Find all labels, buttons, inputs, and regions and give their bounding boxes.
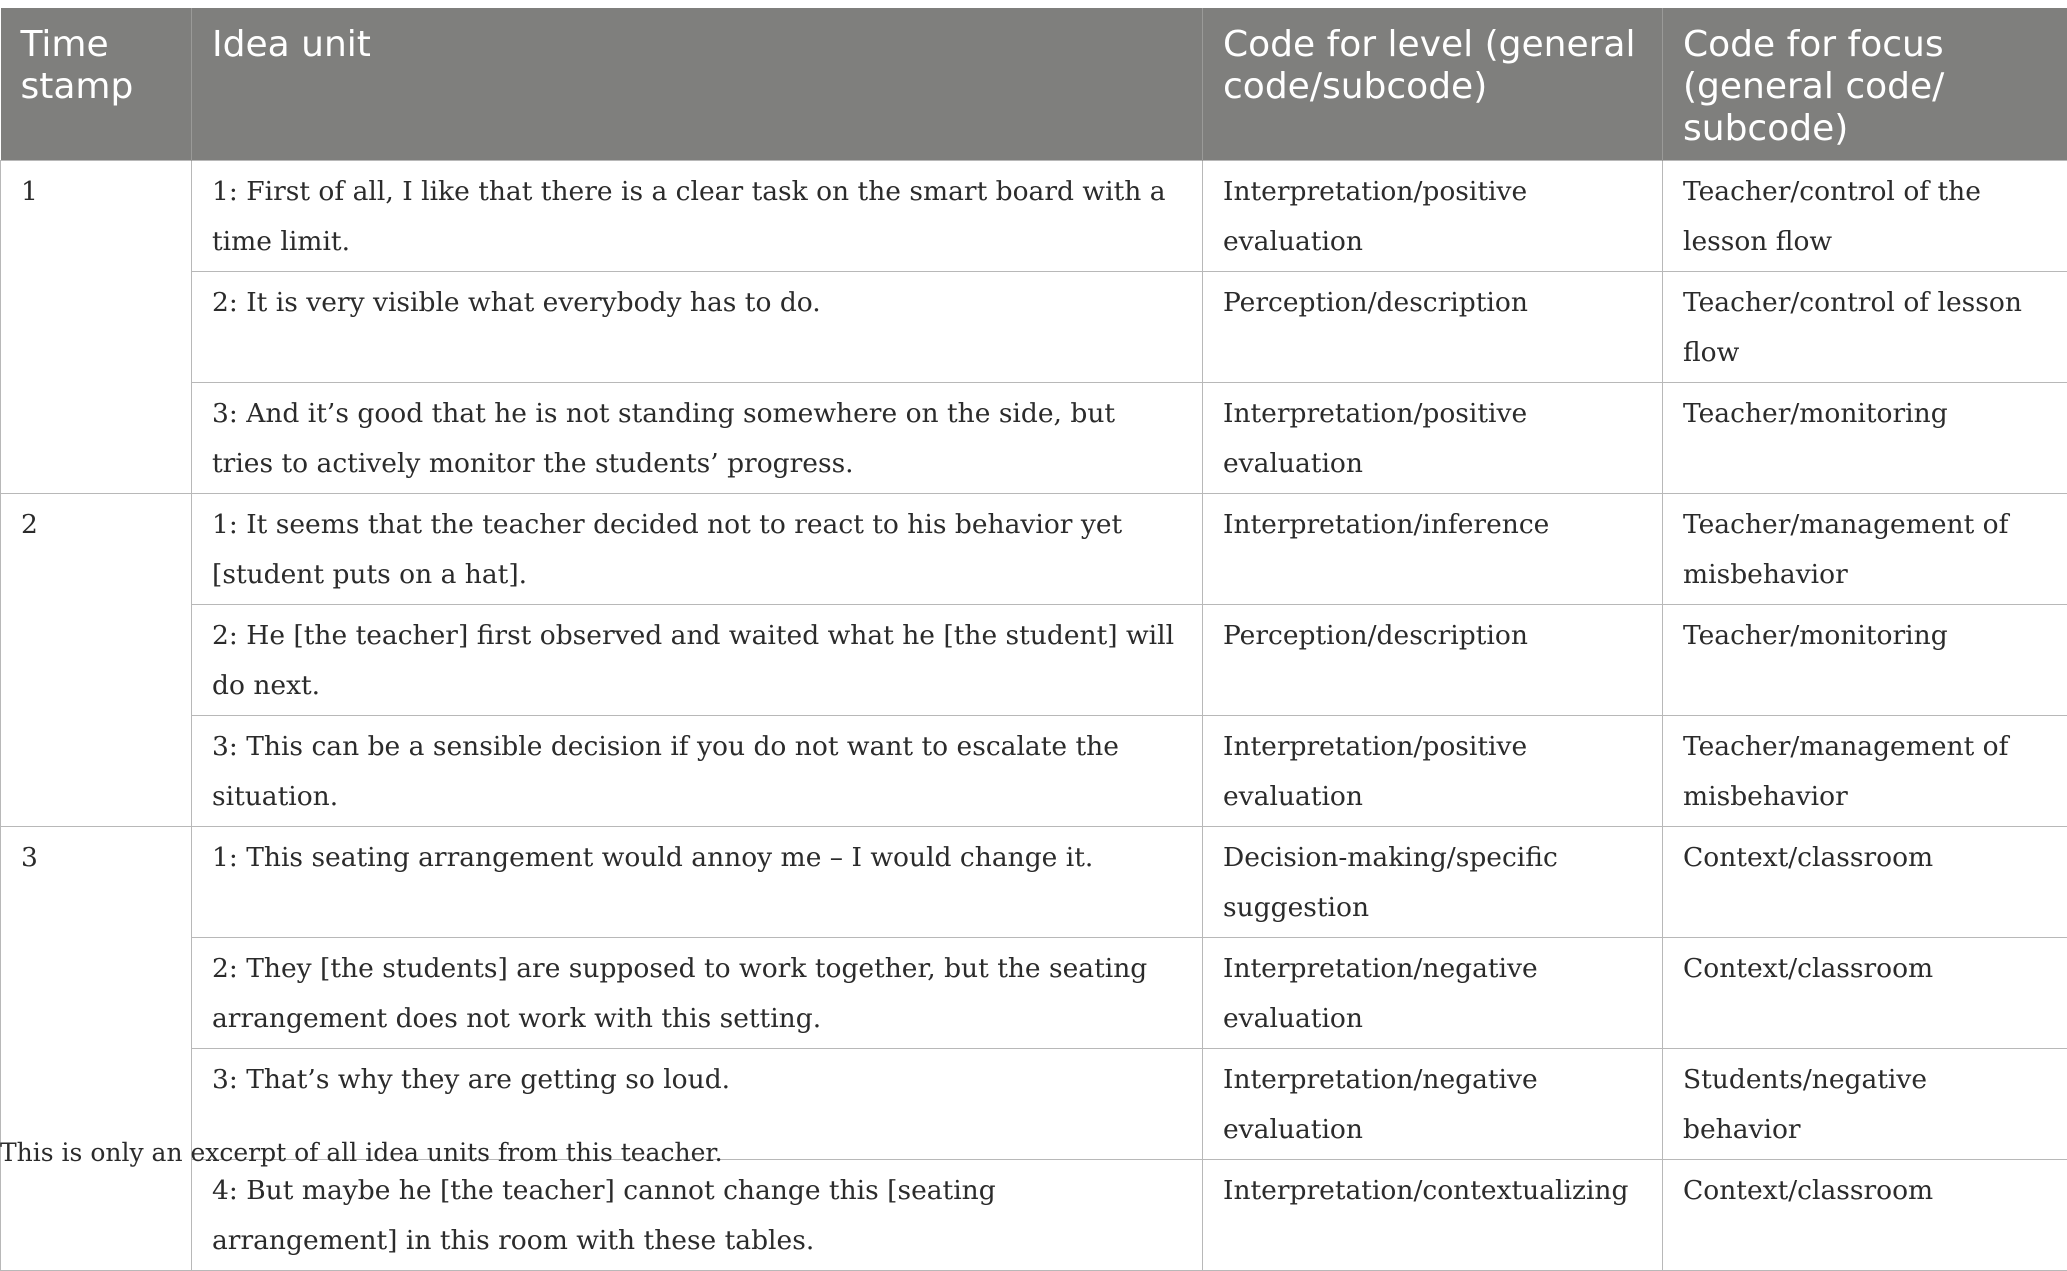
header-time-stamp: Time stamp (1, 8, 192, 161)
level-code-cell: Interpretation/contextualizing (1203, 1160, 1663, 1271)
focus-code-cell: Teacher/management of misbehavior (1663, 494, 2067, 605)
level-code-cell: Perception/description (1203, 272, 1663, 383)
idea-unit-cell: 1: This seating arrangement would annoy me – I would change it. (192, 827, 1203, 938)
level-code-cell: Interpretation/positive evaluation (1203, 161, 1663, 272)
focus-code-cell: Context/classroom (1663, 827, 2067, 938)
focus-code-cell: Context/classroom (1663, 938, 2067, 1049)
level-code-cell: Interpretation/inference (1203, 494, 1663, 605)
header-row (1, 8, 2067, 161)
table-row (1, 161, 2067, 272)
header-code-level: Code for level (general code/subcode) (1203, 8, 1663, 161)
table-row (1, 716, 2067, 827)
table-footnote: This is only an excerpt of all idea units from this teacher. (0, 1133, 723, 1173)
table-row (1, 938, 2067, 1049)
header-idea-unit: Idea unit (192, 8, 1203, 161)
idea-unit-cell: 2: They [the students] are supposed to work together, but the seating arrangement does not work with this setting. (192, 938, 1203, 1049)
level-code-cell: Interpretation/negative evaluation (1203, 938, 1663, 1049)
focus-code-cell: Teacher/management of misbehavior (1663, 716, 2067, 827)
time-stamp-cell: 3 (1, 827, 192, 1271)
idea-unit-cell: 3: That’s why they are getting so loud. (192, 1049, 1203, 1160)
idea-unit-cell: 2: It is very visible what everybody has to do. (192, 272, 1203, 383)
idea-unit-cell: 4: But maybe he [the teacher] cannot change this [seating arrangement] in this room with these tables. (192, 1160, 1203, 1271)
focus-code-cell: Teacher/monitoring (1663, 383, 2067, 494)
table-container (0, 8, 2067, 1271)
idea-units-table (0, 8, 2067, 1271)
table-row (1, 494, 2067, 605)
focus-code-cell: Teacher/monitoring (1663, 605, 2067, 716)
focus-code-cell: Teacher/control of the lesson flow (1663, 161, 2067, 272)
idea-unit-cell: 3: This can be a sensible decision if you do not want to escalate the situation. (192, 716, 1203, 827)
table-row (1, 1160, 2067, 1271)
idea-unit-cell: 1: First of all, I like that there is a clear task on the smart board with a time limit. (192, 161, 1203, 272)
time-stamp-cell: 1 (1, 161, 192, 494)
idea-unit-cell: 1: It seems that the teacher decided not to react to his behavior yet [student puts on a hat]. (192, 494, 1203, 605)
table-row (1, 383, 2067, 494)
level-code-cell: Decision-making/specific suggestion (1203, 827, 1663, 938)
table-row (1, 272, 2067, 383)
idea-unit-cell: 3: And it’s good that he is not standing somewhere on the side, but tries to actively monitor the students’ progress. (192, 383, 1203, 494)
time-stamp-cell: 2 (1, 494, 192, 827)
level-code-cell: Interpretation/positive evaluation (1203, 716, 1663, 827)
focus-code-cell: Context/classroom (1663, 1160, 2067, 1271)
level-code-cell: Interpretation/positive evaluation (1203, 383, 1663, 494)
table-row (1, 605, 2067, 716)
focus-code-cell: Students/negative behavior (1663, 1049, 2067, 1160)
level-code-cell: Interpretation/negative evaluation (1203, 1049, 1663, 1160)
header-code-focus: Code for focus (general code/ subcode) (1663, 8, 2067, 161)
level-code-cell: Perception/description (1203, 605, 1663, 716)
table-row (1, 827, 2067, 938)
focus-code-cell: Teacher/control of lesson flow (1663, 272, 2067, 383)
idea-unit-cell: 2: He [the teacher] first observed and waited what he [the student] will do next. (192, 605, 1203, 716)
